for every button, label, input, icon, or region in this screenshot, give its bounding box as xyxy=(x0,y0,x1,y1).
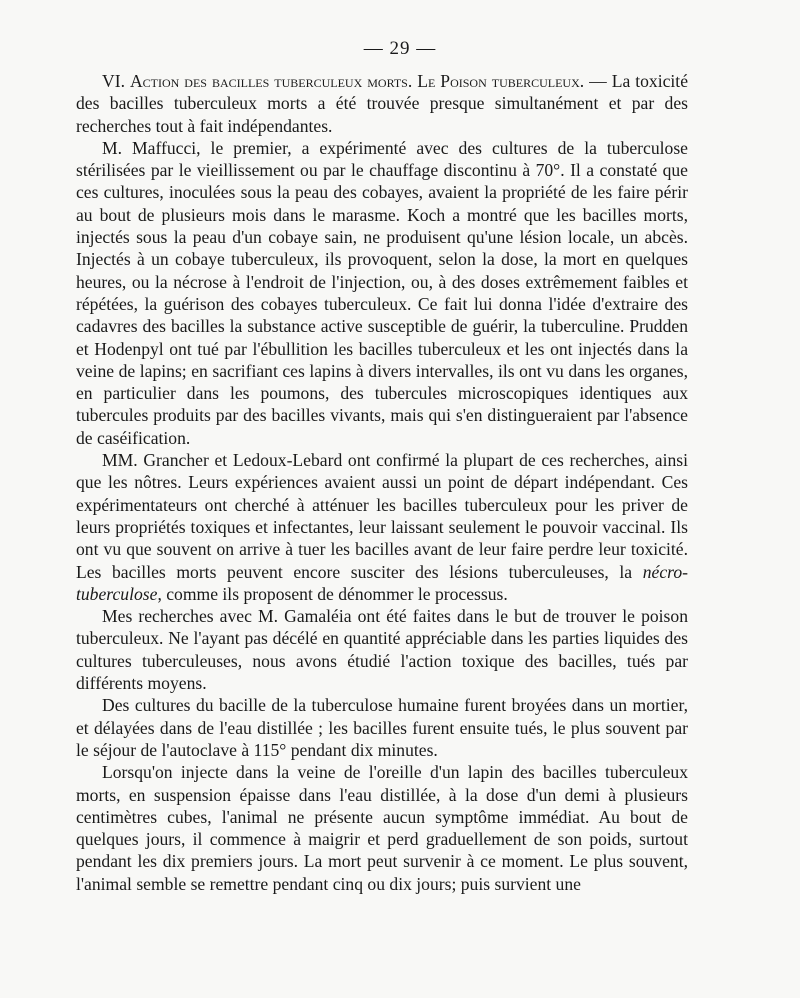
paragraph-5: Des cultures du bacille de la tuberculose humaine furent broyées dans un mortier, et délayées dans de l'eau distillée ; les bacilles furent ensuite tués, le plus souvent par le séjour de l'autoclave à 115° pendant dix minutes. xyxy=(76,695,688,760)
paragraph-3-text-a: MM. Grancher et Ledoux-Lebard ont confirmé la plupart de ces recherches, ainsi que les nôtres. Leurs expériences avaient aussi un point de départ indépendant. Ces expérimentateurs ont cherché à atténuer les bacilles tuberculeux pour les priver de leurs propriétés toxiques et infectantes, leur laissant seulement le pouvoir vaccinal. Ils ont vu que souvent on arrive à tuer les bacilles avant de leur faire perdre leur toxicité. Les bacilles morts peuvent encore susciter des lésions tuberculeuses, la xyxy=(76,450,688,582)
section-number: VI. xyxy=(102,71,125,91)
page-number: — 29 — xyxy=(363,38,437,59)
paragraph-3-text-b: , comme ils proposent de dénommer le processus. xyxy=(157,583,508,604)
paragraph-1-text: La toxicité des bacilles tuberculeux morts a été trouvée presque simultanément et par des recherches tout à fait indépendantes. xyxy=(76,71,689,136)
section-title-part-2: Le Poison tuberculeux. xyxy=(417,71,585,91)
paragraph-3-italic-term: nécro-tuberculose xyxy=(76,561,688,604)
paragraph-section-heading xyxy=(76,70,688,137)
section-title-part-1: Action des bacilles tuberculeux morts. xyxy=(129,71,413,91)
paragraph-2: M. Maffucci, le premier, a expérimenté avec des cultures de la tuberculose stérilisées par le vieillissement ou par le chauffage discontinu à 70°. Il a constaté que ces cultures, inoculées sous la peau des cobayes, avaient la propriété de les faire périr au bout de plusieurs mois dans le marasme. Koch a montré que les bacilles morts, injectés sous la peau d'un cobaye sain, ne produisent qu'une lésion locale, un abcès. Injectés à un cobaye tuberculeux, ils provoquent, selon la dose, la mort en quelques heures, ou la nécrose à l'endroit de l'injection, ou, à des doses extrêmement faibles et répétées, la guérison des cobayes tuberculeux. Ce fait lui donna l'idée d'extraire des cadavres des bacilles la substance active susceptible de guérir, la tuberculine. Prudden et Hodenpyl ont tué par l'ébullition les bacilles tuberculeux et les ont injectés dans la veine de lapins; en sacrifiant ces lapins à divers intervalles, ils ont vu dans les organes, en particulier dans les poumons, des tubercules microscopiques identiques aux tubercules produits par des bacilles vivants, mais qui s'en distingueraient par l'absence de caséification. xyxy=(76,137,688,448)
heading-dash: — xyxy=(589,71,607,91)
paragraph-4: Mes recherches avec M. Gamaléia ont été faites dans le but de trouver le poison tuberculeux. Ne l'ayant pas décélé en quantité appréciable dans les parties liquides des cultures tuberculeuses, nous avons étudié l'action toxique des bacilles, tués par différents moyens. xyxy=(76,606,688,694)
paragraph-3 xyxy=(76,449,688,605)
body-text xyxy=(76,70,688,895)
paragraph-6: Lorsqu'on injecte dans la veine de l'oreille d'un lapin des bacilles tuberculeux morts, en suspension épaisse dans l'eau distillée, à la dose d'un demi à plusieurs centimètres cubes, l'animal ne présente aucun symptôme immédiat. Au bout de quelques jours, il commence à maigrir et perd graduellement de son poids, surtout pendant les dix premiers jours. La mort peut survenir à ce moment. Le plus souvent, l'animal semble se remettre pendant cinq ou dix jours; puis survient une xyxy=(76,762,688,894)
